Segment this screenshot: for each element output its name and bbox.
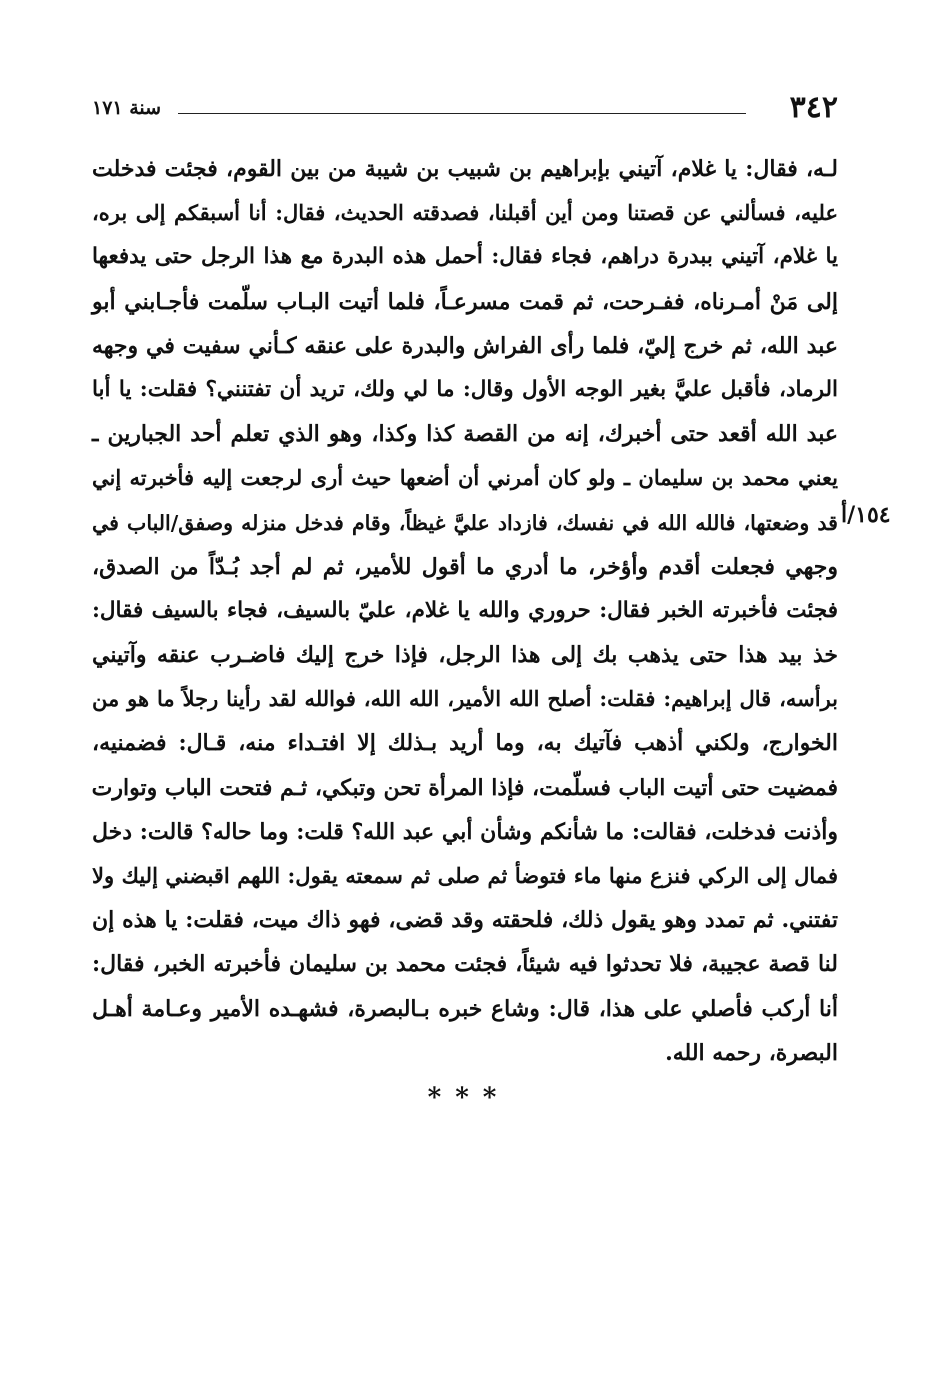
text-line: عبد الله، ثم خرج إليّ، فلما رأى الفراش والبدرة على عنقه كـأني سفيت في وجهه: [92, 332, 838, 359]
text-line: قد وضعتها، فالله الله في نفسك، فازداد عليَّ غيظاً، وقام فدخل منزله وصفق/الباب في: [92, 510, 838, 535]
manuscript-folio-note: ١٥٤/أ: [841, 502, 891, 528]
text-line: وجهي فجعلت أقدم وأؤخر، ما أدري ما أقول للأمير، ثم لم أجد بُـدّاً من الصدق،: [92, 553, 838, 580]
text-line: لنا قصة عجيبة، فلا تحدثوا فيه شيئاً، فجئت محمد بن سليمان فأخبرته الخبر، فقال:: [92, 951, 838, 978]
text-line: تفتني. ثم تمدد وهو يقول ذلك، فلحقته وقد قضى، فهو ذاك ميت، فقلت: يا هذه إن: [92, 907, 838, 934]
body-text: [92, 147, 838, 1075]
text-line: يا غلام، آتيني ببدرة دراهم، فجاء فقال: أحمل هذه البدرة مع هذا الرجل حتى يدفعها: [92, 244, 838, 270]
text-line: عبد الله أقعد حتى أخبرك، إنه من القصة كذا وكذا، وهو الذي تعلم أحد الجبارين ـ: [92, 421, 838, 448]
text-line: وأذنت فدخلت، فقالت: ما شأنكم وشأن أبي عبد الله؟ قلت: وما حاله؟ قالت: دخل: [92, 818, 838, 845]
text-line: برأسه، قال إبراهيم: فقلت: أصلح الله الأمير، الله الله، فوالله لقد رأينا رجلاً ما هو من: [92, 686, 838, 712]
text-line: عليه، فسألني عن قصتنا ومن أين أقبلنا، فصدقته الحديث، فقال: أنا أسبقكم إلى بره،: [92, 200, 838, 226]
text-line: لـه، فقال: يا غلام، آتيني بإبراهيم بن شبيب بن شيبة من بين القوم، فجئت فدخلت: [92, 156, 838, 182]
running-head: سنة ١٧١: [92, 97, 162, 119]
text-line: إلى مَنْ أمـرناه، ففـرحت، ثم قمت مسرعـاً، فلما أتيت البـاب سلّمت فأجـابني أبو: [92, 288, 838, 315]
text-line: فجئت فأخبرته الخبر فقال: حروري والله يا غلام، عليّ بالسيف، فجاء بالسيف فقال:: [92, 597, 838, 623]
text-line: فمضيت حتى أتيت الباب فسلّمت، فإذا المرأة تحن وتبكي، ثـم فتحت الباب وتوارت: [91, 774, 838, 801]
text-line: خذ بيد هذا حتى يذهب بك إلى هذا الرجل، فإذا خرج إليك فاضـرب عنقه وآتيني: [92, 642, 838, 669]
text-line: البصرة، رحمه الله.: [665, 1039, 838, 1066]
text-line: الخوارج، ولكني أذهب فآتيك به، وما أريد بـذلك إلا افتـداء منه، قـال: فضمنيه،: [92, 730, 838, 757]
text-line: أنا أركب فأصلي على هذا، قال: وشاع خبره بـالبصرة، فشهـده الأمير وعـامة أهـل: [92, 995, 838, 1022]
page-header: [92, 88, 838, 128]
text-line: فمال إلى الركي فنزع منها ماء فتوضأ ثم صلى ثم سمعته يقول: اللهم اقبضني إليك ولا: [92, 863, 838, 888]
text-line: الرماد، فأقبل عليَّ بغير الوجه الأول وقال: ما لي ولك، تريد أن تفتنني؟ فقلت: يا أبا: [92, 376, 838, 402]
page-number: ٣٤٢: [789, 90, 838, 125]
text-line: يعني محمد بن سليمان ـ ولو كان أمرني أن أضعها حيث أرى لرجعت إليه فأخبرته إني: [92, 465, 838, 491]
header-rule: [178, 113, 746, 114]
section-separator: ***: [427, 1083, 511, 1113]
